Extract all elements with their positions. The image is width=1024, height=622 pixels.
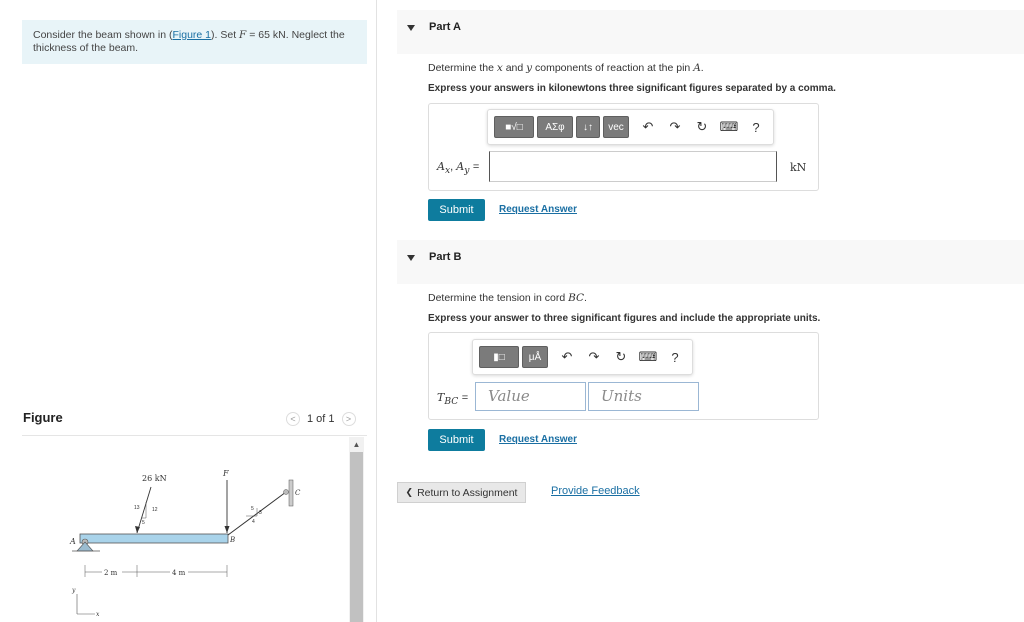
- part-a-question: [428, 62, 704, 74]
- problem-prefix: Consider the beam shown in (: [33, 29, 173, 41]
- reset-icon[interactable]: ↻: [615, 349, 627, 364]
- part-a-toolbar: [487, 109, 774, 145]
- slope2-b: 3: [259, 510, 262, 516]
- column-divider: [376, 0, 377, 622]
- left-panel: [0, 0, 376, 622]
- label-b: B: [230, 536, 236, 544]
- load-label: 26 kN: [142, 474, 167, 483]
- part-b-question-end: .: [584, 292, 587, 304]
- part-b-question-prefix: Determine the tension in cord: [428, 292, 569, 304]
- dim2-label: 4 m: [172, 569, 186, 577]
- figure-heading: Figure: [23, 410, 63, 425]
- reset-icon[interactable]: ↻: [696, 119, 708, 134]
- pager-text: 1 of 1: [307, 413, 335, 425]
- part-b-question-cord: BC: [568, 292, 585, 304]
- eq-a-2: A: [456, 160, 465, 173]
- eq-a-equals: =: [472, 161, 480, 173]
- part-b-title: Part B: [429, 251, 462, 263]
- dim1-label: 2 m: [104, 569, 118, 577]
- part-b-toolbar: [472, 339, 693, 375]
- arrows-button[interactable]: ↓↑: [576, 116, 600, 138]
- figure-pager: [286, 412, 356, 426]
- redo-icon[interactable]: ↷: [588, 349, 600, 364]
- part-a-submit-button[interactable]: Submit: [428, 199, 485, 221]
- label-a: A: [70, 537, 76, 546]
- problem-suffix: . Neglect the thickness of the beam.: [33, 29, 345, 54]
- undo-icon[interactable]: ↶: [642, 119, 654, 134]
- return-label: Return to Assignment: [417, 486, 518, 499]
- template-button[interactable]: ■√□: [494, 116, 534, 138]
- eq-b-sub: BC: [444, 396, 459, 408]
- eq-b-t: T: [437, 391, 445, 404]
- force-f-label: F: [223, 469, 229, 478]
- template-button[interactable]: ▮□: [479, 346, 519, 368]
- part-b-question: [428, 292, 587, 304]
- slope2-c: 4: [252, 519, 255, 525]
- return-to-assignment-button[interactable]: [397, 482, 526, 503]
- part-a-unit: kN: [790, 161, 807, 174]
- axis-x-label: x: [96, 611, 100, 618]
- part-a-equation-label: $A_x$, $A_y$ =: [437, 160, 480, 177]
- figure-scrollbar-thumb[interactable]: [350, 452, 363, 622]
- help-icon[interactable]: ?: [671, 349, 679, 365]
- slope1-b: 12: [152, 507, 158, 513]
- force-f-arrowhead: [225, 526, 230, 533]
- part-a-request-answer-link[interactable]: Request Answer: [499, 204, 577, 215]
- part-a-question-prefix: Determine the: [428, 62, 497, 74]
- part-a-answer-input[interactable]: [489, 151, 777, 182]
- problem-statement: [22, 20, 367, 64]
- wall-c: [289, 480, 293, 506]
- part-a-instruction: Express your answers in kilonewtons three significant figures separated by a comma.: [428, 83, 836, 94]
- part-b-request-answer-link[interactable]: Request Answer: [499, 434, 577, 445]
- part-a-question-and: and: [502, 62, 527, 74]
- part-a-title: Part A: [429, 21, 461, 33]
- undo-icon[interactable]: ↶: [561, 349, 573, 364]
- part-a-question-end: .: [700, 62, 704, 74]
- part-a-question-x: x: [496, 62, 503, 74]
- beam-figure: [60, 462, 320, 622]
- part-a-question-pin: A: [693, 62, 701, 74]
- problem-unit: kN: [272, 29, 286, 41]
- keyboard-icon[interactable]: ⌨: [719, 119, 739, 134]
- value-input[interactable]: Value: [475, 382, 586, 411]
- axis-y-label: y: [72, 587, 76, 594]
- pager-next-button[interactable]: >: [342, 412, 356, 426]
- eq-a-1: A: [437, 160, 445, 173]
- collapse-caret-icon[interactable]: [407, 255, 415, 261]
- eq-a-sub-y: y: [464, 165, 470, 177]
- load-arrowhead: [135, 526, 140, 533]
- pager-prev-button[interactable]: <: [286, 412, 300, 426]
- figure-divider: [22, 435, 367, 436]
- units-button[interactable]: μÅ: [522, 346, 548, 368]
- part-b-instruction: Express your answer to three significant figures and include the appropriate units.: [428, 313, 821, 324]
- chevron-left-icon: ❮: [405, 487, 414, 497]
- problem-middle: ). Set: [211, 29, 240, 41]
- part-b-equation-label: [437, 391, 468, 407]
- units-input[interactable]: Units: [588, 382, 699, 411]
- eq-b-equals: =: [461, 392, 469, 404]
- part-b-header[interactable]: [397, 240, 1024, 284]
- pin-c: [284, 490, 289, 495]
- figure-link[interactable]: Figure 1: [172, 29, 212, 41]
- keyboard-icon[interactable]: ⌨: [638, 349, 658, 364]
- greek-symbols-button[interactable]: ΑΣφ: [537, 116, 573, 138]
- eq-a-sub-x: x: [444, 165, 451, 177]
- slope1-c: 5: [142, 520, 145, 526]
- part-a-question-suffix: components of reaction at the pin: [532, 62, 694, 74]
- part-a-question-y: y: [526, 62, 533, 74]
- collapse-caret-icon[interactable]: [407, 25, 415, 31]
- part-b-submit-button[interactable]: Submit: [428, 429, 485, 451]
- problem-var-f: F: [239, 29, 247, 41]
- part-a-header[interactable]: [397, 10, 1024, 54]
- redo-icon[interactable]: ↷: [669, 119, 681, 134]
- beam: [80, 534, 228, 543]
- slope2-a: 5: [251, 506, 254, 512]
- problem-equals: = 65: [246, 29, 273, 41]
- provide-feedback-link[interactable]: Provide Feedback: [551, 485, 640, 497]
- slope1-a: 13: [134, 505, 140, 511]
- label-c: C: [295, 489, 301, 497]
- help-icon[interactable]: ?: [752, 119, 760, 135]
- vec-button[interactable]: vec: [603, 116, 629, 138]
- scroll-up-arrow[interactable]: ▲: [352, 439, 361, 449]
